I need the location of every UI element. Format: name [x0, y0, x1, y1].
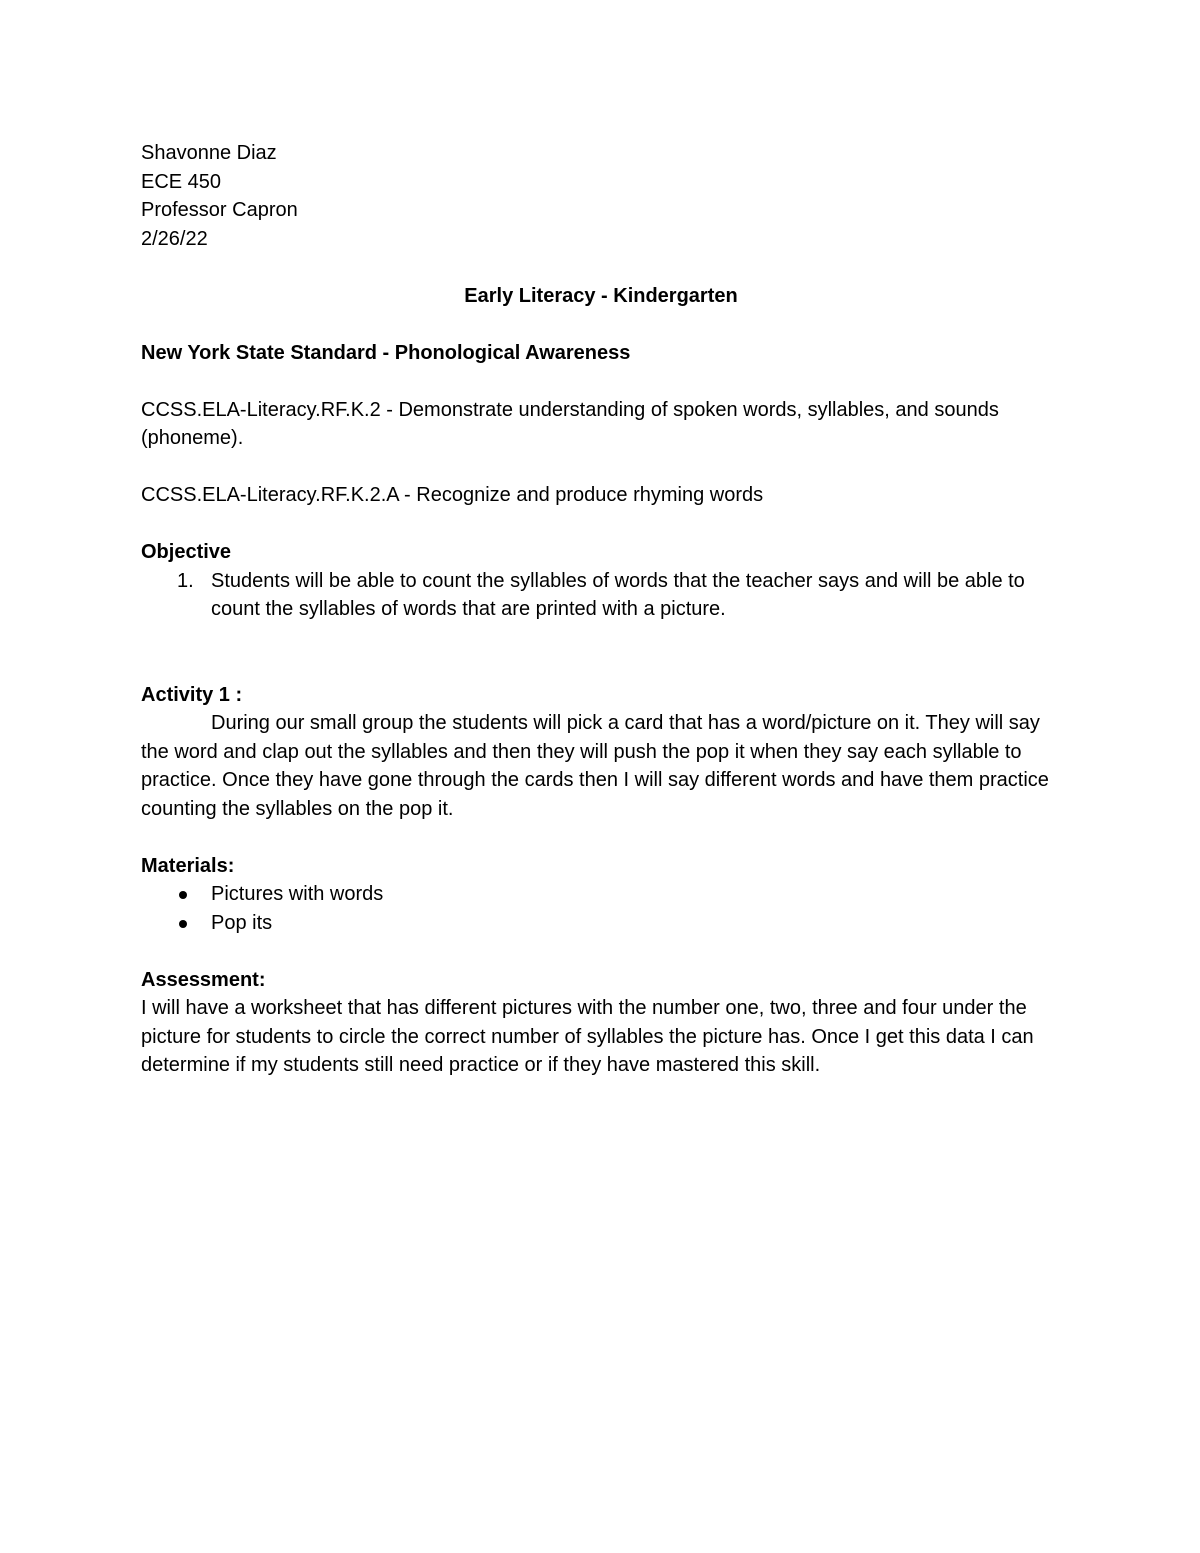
standard-item: CCSS.ELA-Literacy.RF.K.2.A - Recognize and produce rhyming words: [141, 484, 764, 506]
header-block: [141, 139, 1061, 253]
materials-item-label: Pictures with words: [211, 883, 384, 905]
bullet-icon: [179, 920, 187, 928]
professor-name: Professor Capron: [141, 199, 298, 221]
bullet-icon: [179, 891, 187, 899]
objective-number: 1.: [177, 569, 194, 592]
materials-heading: Materials:: [141, 854, 235, 877]
objective-item: [141, 567, 1061, 624]
standard-heading: New York State Standard - Phonological Awareness: [141, 341, 631, 364]
document-title: Early Literacy - Kindergarten: [464, 284, 738, 307]
objective-text: Students will be able to count the syllables of words that the teacher says and will be able to count the syllables of words that are printed with a picture.: [211, 569, 1025, 620]
objective-list: [141, 567, 1061, 624]
materials-list: [141, 880, 1061, 937]
course-code: ECE 450: [141, 170, 222, 193]
activity-heading: Activity 1 :: [141, 683, 243, 706]
document-date: 2/26/22: [141, 227, 208, 250]
assessment-heading: Assessment:: [141, 968, 266, 991]
materials-item: [141, 880, 1061, 909]
standard-item: CCSS.ELA-Literacy.RF.K.2 - Demonstrate understanding of spoken words, syllables, and sounds (phoneme).: [141, 398, 999, 449]
materials-item: [141, 909, 1061, 938]
objective-heading: Objective: [141, 541, 232, 563]
student-name: Shavonne Diaz: [141, 142, 277, 164]
document-body: [141, 139, 1061, 1080]
activity-text: During our small group the students will pick a card that has a word/picture on it. They will say the word and clap out the syllables and then they will push the pop it when they say each syllable to practice. Once they have gone through the cards then I will say different words and have them practice counting the syllables on the pop it.: [141, 712, 1049, 820]
assessment-text: I will have a worksheet that has different pictures with the number one, two, three and four under the picture for students to circle the correct number of syllables the picture has. Once I get this data I can determine if my students still need practice or if they have mastered this skill.: [141, 997, 1034, 1076]
materials-item-label: Pop its: [211, 911, 273, 934]
